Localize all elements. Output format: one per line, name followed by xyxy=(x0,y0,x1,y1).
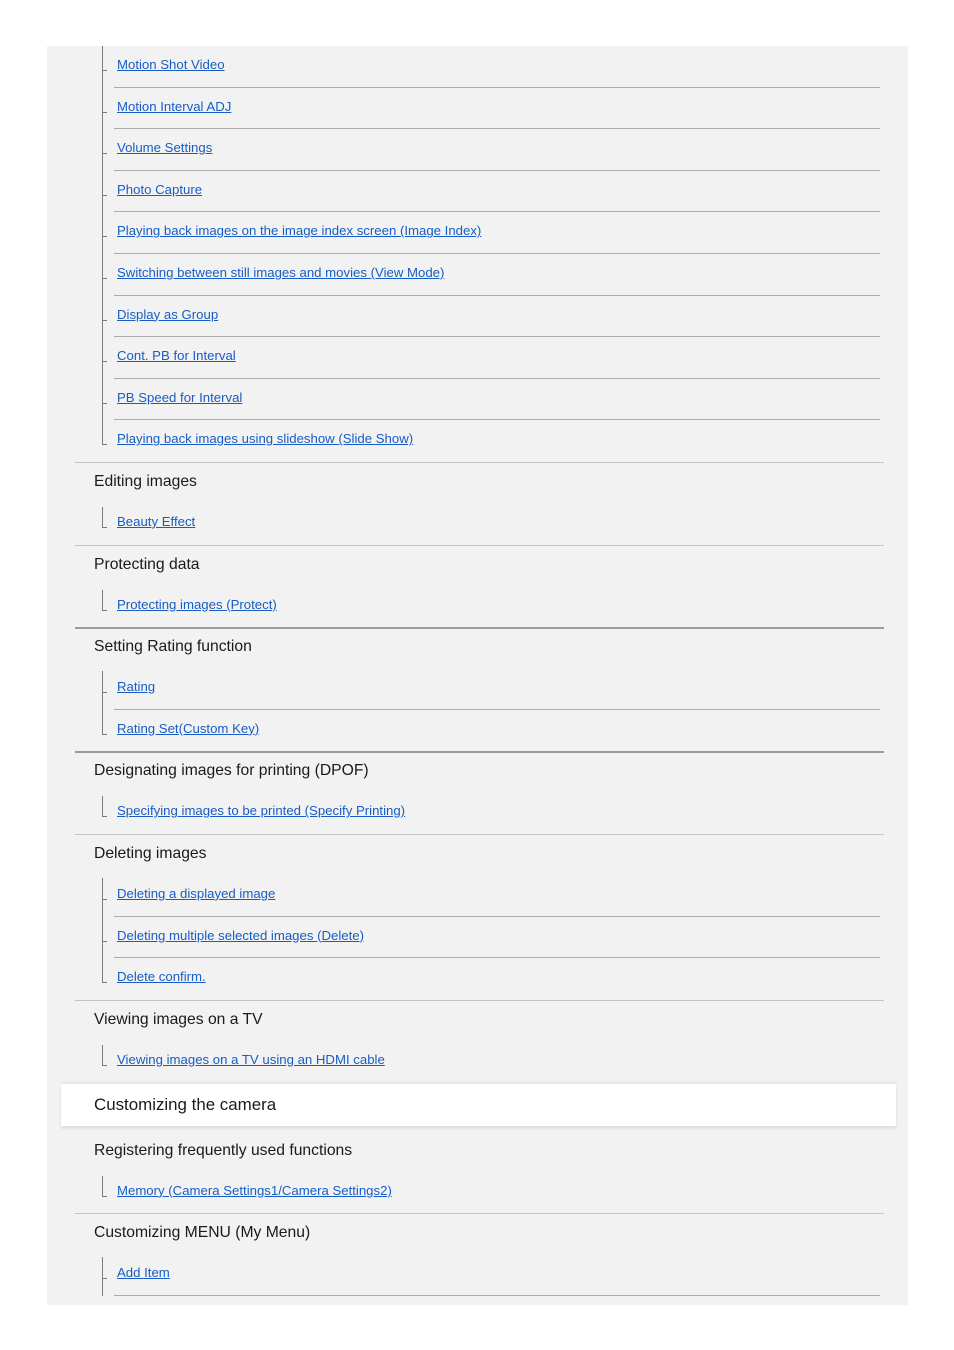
link-rating[interactable]: Rating xyxy=(117,679,156,695)
link-delete-confirm[interactable]: Delete confirm. xyxy=(117,969,206,985)
link-photo-capture[interactable]: Photo Capture xyxy=(117,181,203,197)
category-title: Customizing the camera xyxy=(61,1084,896,1126)
section-title: Editing images xyxy=(94,472,197,490)
toc-item xyxy=(114,958,880,1000)
toc-item xyxy=(114,212,880,254)
link-beauty-effect[interactable]: Beauty Effect xyxy=(117,513,196,529)
toc-section-editing-images xyxy=(75,462,884,545)
toc-item-list xyxy=(75,586,884,628)
link-volume-settings[interactable]: Volume Settings xyxy=(117,140,213,156)
link-protect[interactable]: Protecting images (Protect) xyxy=(117,596,277,612)
link-motion-shot-video[interactable]: Motion Shot Video xyxy=(117,57,225,72)
link-rating-set-custom-key[interactable]: Rating Set(Custom Key) xyxy=(117,720,260,736)
toc-item xyxy=(114,1254,880,1296)
toc-item xyxy=(114,420,880,462)
toc-section-deleting-images xyxy=(75,834,884,1000)
toc-item xyxy=(114,710,880,752)
toc-item xyxy=(114,586,880,628)
section-title: Designating images for printing (DPOF) xyxy=(94,762,369,780)
toc-item xyxy=(114,1041,880,1083)
link-delete-multiple[interactable]: Deleting multiple selected images (Delete) xyxy=(117,927,365,943)
section-title: Viewing images on a TV xyxy=(94,1010,263,1028)
link-hdmi-tv[interactable]: Viewing images on a TV using an HDMI cable xyxy=(117,1051,385,1067)
toc-item xyxy=(114,46,880,88)
toc-section-my-menu xyxy=(75,1213,884,1296)
section-title: Registering frequently used functions xyxy=(94,1141,353,1159)
toc-section-viewing-on-tv xyxy=(75,1000,884,1083)
toc-item xyxy=(114,1172,880,1214)
toc-section-dpof xyxy=(75,751,884,834)
link-motion-interval-adj[interactable]: Motion Interval ADJ xyxy=(117,98,232,114)
toc-item-list xyxy=(75,503,884,545)
link-cont-pb-for-interval[interactable]: Cont. PB for Interval xyxy=(117,348,236,364)
toc-item-list xyxy=(75,1041,884,1083)
toc-item-list xyxy=(75,1254,884,1296)
toc-item-list xyxy=(75,875,884,1000)
toc-item xyxy=(114,792,880,834)
toc-section-continued xyxy=(75,46,884,462)
toc-section-registering-functions xyxy=(75,1132,884,1214)
toc-item xyxy=(114,379,880,421)
link-slide-show[interactable]: Playing back images using slideshow (Slide Show) xyxy=(117,431,414,447)
toc-item xyxy=(114,171,880,213)
toc-section-rating xyxy=(75,627,884,751)
link-memory[interactable]: Memory (Camera Settings1/Camera Settings2) xyxy=(117,1182,392,1198)
toc-item xyxy=(114,503,880,545)
toc-panel xyxy=(47,46,908,1305)
toc-item-list xyxy=(75,792,884,834)
link-add-item[interactable]: Add Item xyxy=(117,1265,170,1281)
toc-item xyxy=(114,337,880,379)
link-delete-displayed-image[interactable]: Deleting a displayed image xyxy=(117,885,276,901)
toc-item xyxy=(114,254,880,296)
toc-section-protecting-data xyxy=(75,545,884,628)
section-title: Protecting data xyxy=(94,555,200,573)
toc-item xyxy=(114,296,880,338)
section-title: Deleting images xyxy=(94,844,207,862)
category-body xyxy=(61,1132,896,1296)
link-display-as-group[interactable]: Display as Group xyxy=(117,306,219,322)
toc-item-list xyxy=(75,1172,884,1214)
toc-item xyxy=(114,129,880,171)
toc-item-list xyxy=(75,668,884,751)
link-view-mode[interactable]: Switching between still images and movies (View Mode) xyxy=(117,264,445,280)
section-title: Customizing MENU (My Menu) xyxy=(94,1224,311,1242)
toc-item xyxy=(114,917,880,959)
toc-item xyxy=(114,88,880,130)
link-image-index[interactable]: Playing back images on the image index screen (Image Index) xyxy=(117,223,482,239)
toc-content xyxy=(61,46,896,1296)
toc-item xyxy=(114,875,880,917)
link-pb-speed-for-interval[interactable]: PB Speed for Interval xyxy=(117,389,243,405)
toc-item-list xyxy=(75,46,884,462)
link-specify-printing[interactable]: Specifying images to be printed (Specify Printing) xyxy=(117,803,406,819)
section-title: Setting Rating function xyxy=(94,638,252,656)
toc-item xyxy=(114,668,880,710)
